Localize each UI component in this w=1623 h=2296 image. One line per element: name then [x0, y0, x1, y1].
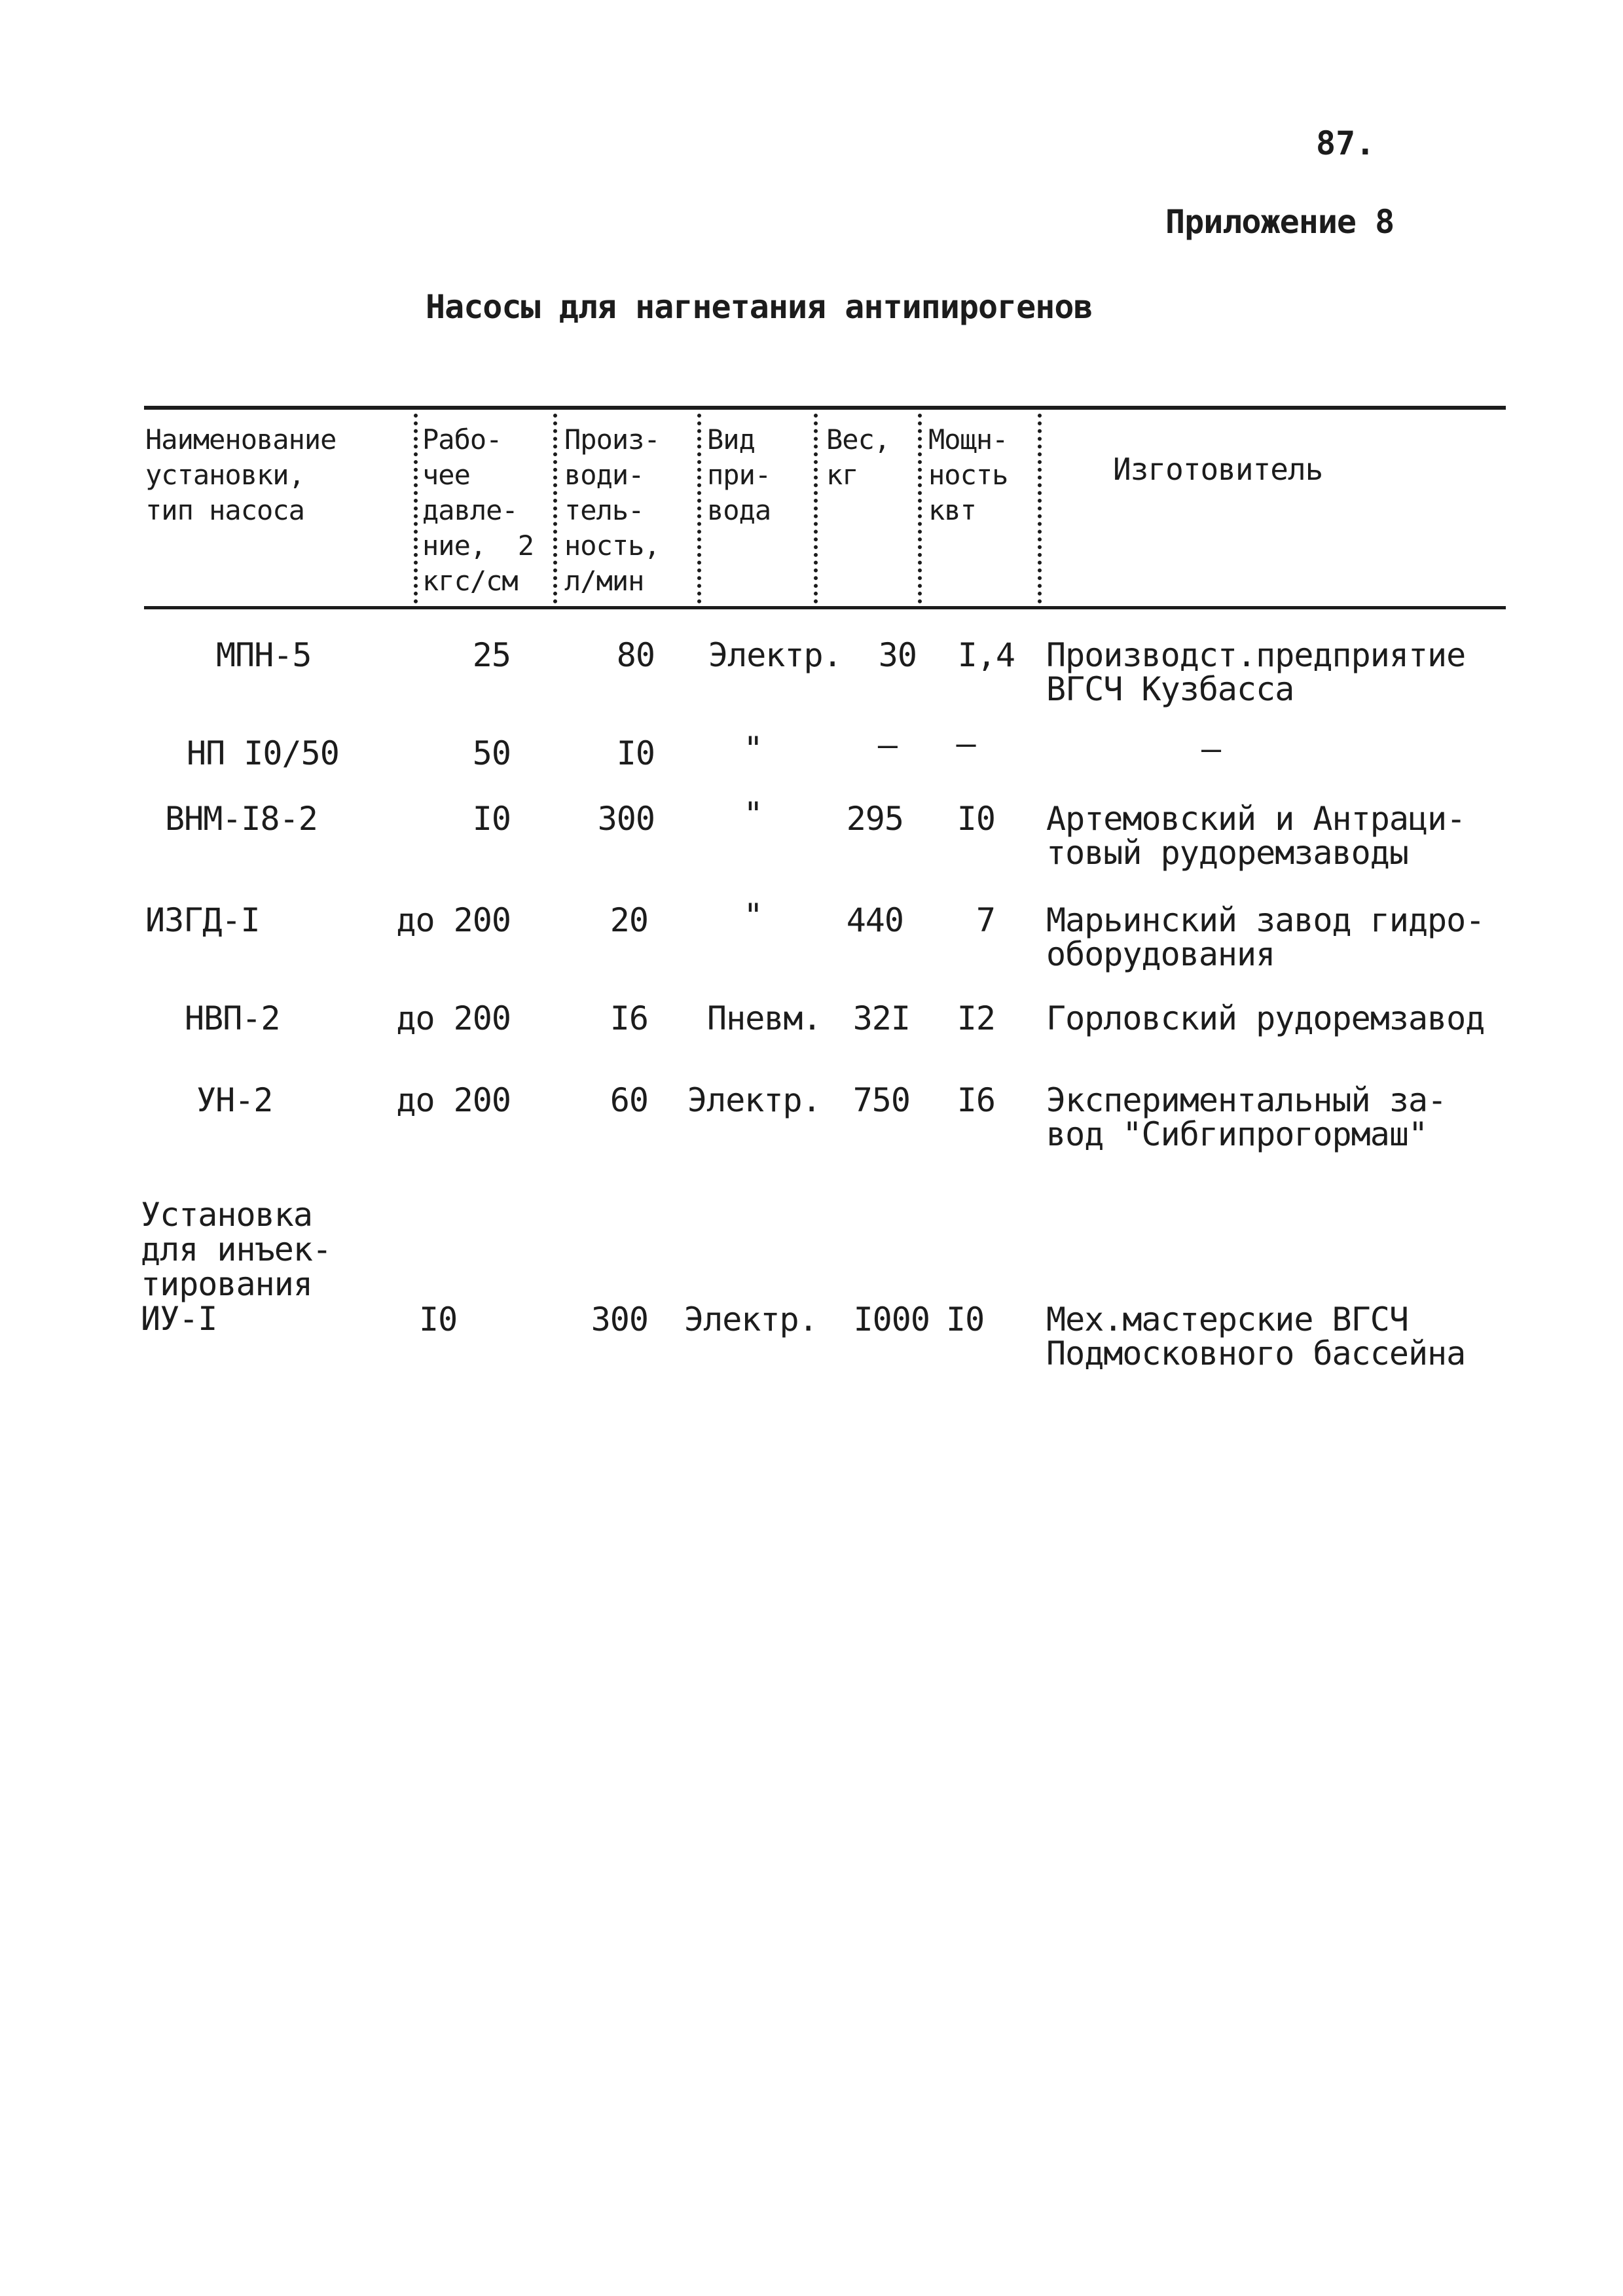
- header-power: Мощн- ность квт: [928, 423, 1008, 526]
- cell-weight: I000: [853, 1300, 930, 1338]
- cell-drive: ": [743, 730, 763, 768]
- header-separator: [814, 414, 818, 603]
- cell-manufacturer: Экспериментальный за- вод "Сибгипрогормаш": [1046, 1081, 1447, 1153]
- cell-weight: 440: [846, 901, 903, 939]
- cell-pressure: до 200: [396, 901, 511, 939]
- cell-weight: 32I: [852, 999, 910, 1037]
- cell-manufacturer: Артемовский и Антраци- товый рудоремзаводы: [1046, 800, 1466, 872]
- header-capacity: Произ- води- тель- ность, л/мин: [564, 423, 660, 597]
- cell-pressure: 25: [472, 636, 511, 674]
- cell-name: НВП-2: [185, 999, 280, 1037]
- cell-weight: 295: [846, 800, 903, 838]
- cell-power: I0: [957, 800, 995, 838]
- cell-power: I0: [946, 1300, 985, 1338]
- cell-capacity: 300: [597, 800, 655, 838]
- cell-capacity: 60: [610, 1081, 648, 1119]
- cell-name: МПН-5: [216, 636, 312, 674]
- cell-weight: 30: [878, 636, 917, 674]
- cell-manufacturer: Мех.мастерские ВГСЧ Подмосковного бассейна: [1046, 1300, 1466, 1372]
- cell-capacity: I6: [610, 999, 648, 1037]
- header-separator: [1038, 414, 1042, 603]
- cell-manufacturer: Горловский рудоремзавод: [1046, 999, 1485, 1037]
- table-top-rule: [144, 406, 1506, 410]
- header-separator: [918, 414, 922, 603]
- header-manufacturer: Изготовитель: [1113, 452, 1323, 487]
- page-number: 87.: [1316, 124, 1376, 162]
- cell-capacity: I0: [616, 734, 655, 772]
- cell-drive: Электр.: [687, 1081, 821, 1119]
- cell-drive: Пневм.: [707, 999, 822, 1037]
- cell-pressure: I0: [472, 800, 511, 838]
- cell-power: 7: [976, 901, 995, 939]
- header-separator: [553, 414, 557, 603]
- cell-pressure: до 200: [396, 999, 511, 1037]
- cell-drive: ": [743, 795, 763, 833]
- header-pressure: Рабо- чее давле- ние, 2 кгс/см: [422, 423, 534, 597]
- header-drive: Вид при- вода: [707, 423, 771, 526]
- cell-pressure: 50: [472, 734, 511, 772]
- cell-power: I6: [957, 1081, 995, 1119]
- cell-drive: Электр.: [708, 636, 842, 674]
- cell-weight: –: [877, 726, 897, 764]
- appendix-label: Приложение 8: [1165, 203, 1395, 241]
- cell-manufacturer: Производст.предприятие ВГСЧ Кузбасса: [1046, 636, 1466, 708]
- cell-name: Установка для инъек- тирования ИУ-I: [141, 1196, 332, 1338]
- cell-drive: Электр.: [684, 1300, 818, 1338]
- cell-name: НП I0/50: [187, 734, 339, 772]
- cell-capacity: 80: [616, 636, 655, 674]
- cell-capacity: 300: [591, 1300, 648, 1338]
- header-separator: [697, 414, 701, 603]
- cell-manufacturer: Марьинский завод гидро- оборудования: [1046, 901, 1485, 973]
- cell-power: I2: [957, 999, 995, 1037]
- header-separator: [414, 414, 418, 603]
- cell-name: ИЗГД-I: [145, 901, 260, 939]
- cell-name: ВНМ-I8-2: [165, 800, 318, 838]
- cell-weight: 750: [852, 1081, 910, 1119]
- table-title: Насосы для нагнетания антипирогенов: [426, 288, 1093, 326]
- cell-pressure: I0: [419, 1300, 458, 1338]
- header-name: Наименование установки, тип насоса: [145, 423, 337, 526]
- header-weight: Вес, кг: [826, 423, 890, 491]
- cell-pressure: до 200: [396, 1081, 511, 1119]
- cell-drive: ": [743, 897, 763, 935]
- cell-power: I,4: [957, 636, 1015, 674]
- cell-name: УН-2: [196, 1081, 273, 1119]
- cell-manufacturer: —: [1201, 730, 1221, 768]
- table-header-rule: [144, 606, 1506, 609]
- cell-capacity: 20: [610, 901, 648, 939]
- cell-power: —: [956, 725, 976, 762]
